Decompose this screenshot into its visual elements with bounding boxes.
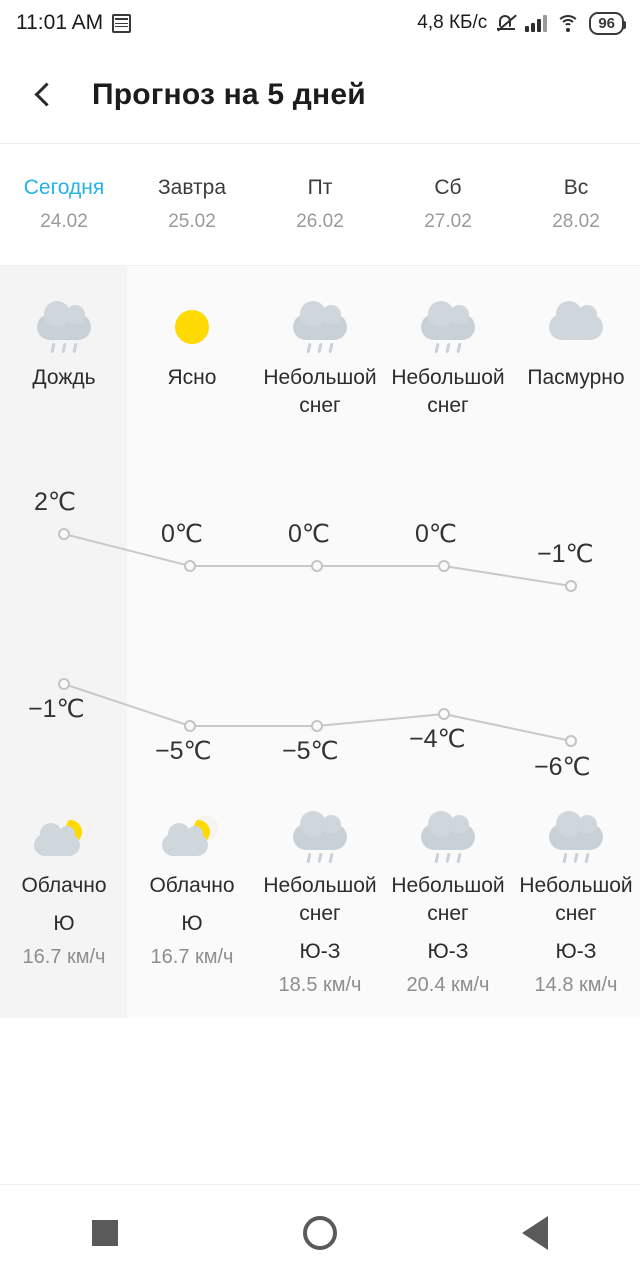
max-temp-label-0: 2℃ — [34, 488, 76, 516]
tab-day-2[interactable] — [256, 144, 384, 265]
night-condition-2 — [256, 814, 384, 997]
max-temp-point-4 — [566, 581, 576, 591]
circle-home-icon[interactable] — [303, 1216, 337, 1250]
min-temp-label-4: −6℃ — [534, 753, 591, 781]
square-recents-icon[interactable] — [92, 1220, 118, 1246]
min-temp-point-0 — [59, 679, 69, 689]
max-temp-point-1 — [185, 561, 195, 571]
sun-icon — [128, 304, 256, 350]
day-condition-3 — [384, 304, 512, 420]
day-condition-1-label: Ясно — [167, 366, 217, 389]
snow-cloud-icon — [256, 304, 384, 350]
max-temp-point-3 — [439, 561, 449, 571]
day-condition-4-label: Пасмурно — [527, 366, 625, 389]
status-time: 11:01 AM — [16, 11, 104, 34]
tab-day-4-name: Вс — [563, 176, 589, 199]
tab-day-3-name: Сб — [434, 176, 462, 199]
forecast-board — [0, 266, 640, 1018]
day-condition-1 — [128, 304, 256, 392]
tab-day-3-date: 27.02 — [424, 211, 472, 232]
tab-day-4-date: 28.02 — [552, 211, 600, 232]
tab-day-0-date: 24.02 — [40, 211, 88, 232]
calendar-icon — [112, 14, 131, 33]
cloud-icon — [512, 304, 640, 350]
tab-day-0[interactable] — [0, 144, 128, 265]
max-temp-label-2: 0℃ — [288, 520, 330, 548]
night-condition-0-label: Облачно — [21, 874, 107, 897]
tab-day-4[interactable] — [512, 144, 640, 265]
day-condition-3-label: Небольшой снег — [391, 366, 505, 417]
tab-day-1-date: 25.02 — [168, 211, 216, 232]
night-condition-3 — [384, 814, 512, 997]
wind-speed-0: 16.7 км/ч — [22, 946, 106, 968]
temperature-chart — [0, 436, 640, 826]
min-temp-point-2 — [312, 721, 322, 731]
wifi-icon — [556, 14, 580, 32]
tab-day-1-name: Завтра — [157, 176, 227, 199]
max-temp-label-1: 0℃ — [161, 520, 203, 548]
min-temp-point-4 — [566, 736, 576, 746]
tab-day-2-name: Пт — [307, 176, 333, 199]
day-condition-4 — [512, 304, 640, 392]
min-temp-label-3: −4℃ — [409, 725, 466, 753]
max-temp-point-2 — [312, 561, 322, 571]
min-temp-label-1: −5℃ — [155, 737, 212, 765]
wind-direction-1: Ю — [181, 912, 203, 935]
back-button[interactable] — [0, 46, 92, 143]
night-condition-0 — [0, 814, 128, 969]
page-title: Прогноз на 5 дней — [92, 77, 366, 111]
min-temp-label-0: −1℃ — [28, 695, 85, 723]
system-navigation-bar — [0, 1184, 640, 1280]
min-temp-point-3 — [439, 709, 449, 719]
min-temp-label-2: −5℃ — [282, 737, 339, 765]
min-temp-line — [64, 684, 571, 741]
wind-direction-4: Ю-З — [555, 940, 597, 963]
wind-speed-2: 18.5 км/ч — [278, 974, 362, 996]
tab-day-1[interactable] — [128, 144, 256, 265]
chevron-left-icon — [34, 82, 58, 106]
night-condition-1 — [128, 814, 256, 969]
status-bar-left — [16, 11, 131, 35]
night-condition-4-label: Небольшой снег — [519, 874, 633, 925]
day-condition-2 — [256, 304, 384, 420]
status-bar — [0, 0, 640, 46]
wind-speed-3: 20.4 км/ч — [406, 974, 490, 996]
snow-cloud-icon — [384, 304, 512, 350]
status-bar-right — [417, 12, 624, 35]
max-temp-label-4: −1℃ — [537, 540, 594, 568]
rain-cloud-icon — [0, 304, 128, 350]
app-header — [0, 46, 640, 144]
wind-direction-3: Ю-З — [427, 940, 469, 963]
day-condition-2-label: Небольшой снег — [263, 366, 377, 417]
min-temp-point-1 — [185, 721, 195, 731]
tab-day-2-date: 26.02 — [296, 211, 344, 232]
wind-speed-1: 16.7 км/ч — [150, 946, 234, 968]
bell-muted-icon — [496, 13, 516, 33]
night-condition-3-label: Небольшой снег — [391, 874, 505, 925]
day-condition-0 — [0, 304, 128, 392]
battery-indicator — [589, 12, 624, 35]
day-condition-0-label: Дождь — [32, 366, 96, 389]
night-condition-2-label: Небольшой снег — [263, 874, 377, 925]
tab-day-0-name: Сегодня — [23, 176, 105, 199]
wind-speed-4: 14.8 км/ч — [534, 974, 618, 996]
max-temp-label-3: 0℃ — [415, 520, 457, 548]
network-speed-label: 4,8 КБ/с — [417, 12, 488, 33]
wind-direction-2: Ю-З — [299, 940, 341, 963]
tab-day-3[interactable] — [384, 144, 512, 265]
triangle-back-icon[interactable] — [522, 1216, 548, 1250]
night-condition-1-label: Облачно — [149, 874, 235, 897]
max-temp-point-0 — [59, 529, 69, 539]
battery-level-label: 96 — [598, 14, 615, 32]
day-tabs — [0, 144, 640, 266]
night-condition-4 — [512, 814, 640, 997]
wind-direction-0: Ю — [53, 912, 75, 935]
signal-bars-icon — [525, 14, 547, 32]
